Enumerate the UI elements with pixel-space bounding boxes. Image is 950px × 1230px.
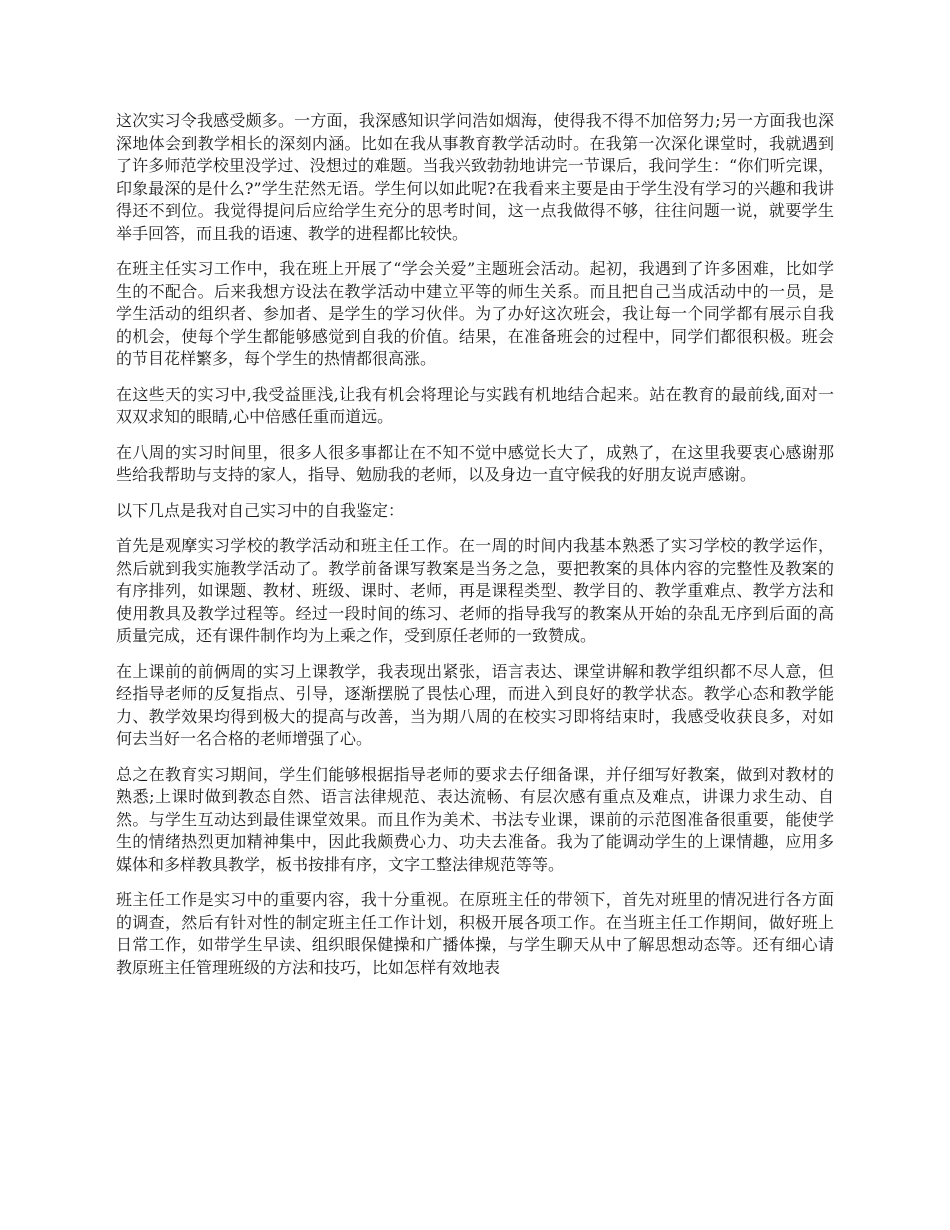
paragraph-3: 在这些天的实习中,我受益匪浅,让我有机会将理论与实践有机地结合起来。站在教育的最前线,面对一双双求知的眼睛,心中倍感任重而道远。	[116, 384, 834, 426]
paragraph-8: 总之在教育实习期间，学生们能够根据指导老师的要求去仔细备课，并仔细写好教案，做到对教材的熟悉;上课时做到教态自然、语言法律规范、表达流畅、有层次感有重点及难点，讲课力求生动、自然。与学生互动达到最佳课堂效果。而且作为美术、书法专业课，课前的示范图准备很重要，能使学生的情绪热烈更加精神集中，因此我颇费心力、功夫去准备。我为了能调动学生的上课情趣，应用多媒体和多样教具教学，板书按排有序，文字工整法律规范等等。	[116, 764, 834, 874]
paragraph-6: 首先是观摩实习学校的教学活动和班主任工作。在一周的时间内我基本熟悉了实习学校的教学运作，然后就到我实施教学活动了。教学前备课写教案是当务之急，要把教案的具体内容的完整性及教案的有序排列，如课题、教材、班级、课时、老师，再是课程类型、教学目的、教学重难点、教学方法和使用教具及教学过程等。经过一段时间的练习、老师的指导我写的教案从开始的杂乱无序到后面的高质量完成，还有课件制作均为上乘之作，受到原任老师的一致赞成。	[116, 536, 834, 645]
paragraph-2: 在班主任实习工作中，我在班上开展了“学会关爱”主题班会活动。起初，我遇到了许多困难，比如学生的不配合。后来我想方设法在教学活动中建立平等的师生关系。而且把自己当成活动中的一员，是学生活动的组织者、参加者、是学生的学习伙伴。为了办好这次班会，我让每一个同学都有展示自我的机会，使每个学生都能够感觉到自我的价值。结果，在准备班会的过程中，同学们都很积极。班会的节目花样繁多，每个学生的热情都很高涨。	[116, 259, 834, 368]
paragraph-7: 在上课前的前俩周的实习上课教学，我表现出紧张，语言表达、课堂讲解和教学组织都不尽人意，但经指导老师的反复指点、引导，逐渐摆脱了畏怯心理，而进入到良好的教学状态。教学心态和教学能力、教学效果均得到极大的提高与改善，当为期八周的在校实习即将结束时，我感受收获良多，对如何去当好一名合格的老师增强了心。	[116, 661, 834, 748]
paragraph-1: 这次实习令我感受颇多。一方面，我深感知识学问浩如烟海，使得我不得不加倍努力;另一方面我也深深地体会到教学相长的深刻内涵。比如在我从事教育教学活动时。在我第一次深化课堂时，我就遇到了许多师范学校里没学过、没想过的难题。当我兴致勃勃地讲完一节课后，我问学生：“你们听完课，印象最深的是什么?”学生茫然无语。学生何以如此呢?在我看来主要是由于学生没有学习的兴趣和我讲得还不到位。我觉得提问后应给学生充分的思考时间，这一点我做得不够，往往问题一说，就要学生举手回答，而且我的语速、教学的进程都比较快。	[116, 111, 834, 243]
paragraph-4: 在八周的实习时间里，很多人很多事都让在不知不觉中感觉长大了，成熟了，在这里我要衷心感谢那些给我帮助与支持的家人，指导、勉励我的老师，以及身边一直守候我的好朋友说声感谢。	[116, 442, 834, 484]
document-page	[116, 110, 834, 992]
paragraph-5: 以下几点是我对自己实习中的自我鉴定：	[116, 500, 405, 520]
paragraph-9: 班主任工作是实习中的重要内容，我十分重视。在原班主任的带领下，首先对班里的情况进行各方面的调查，然后有针对性的制定班主任工作计划，积极开展各项工作。在当班主任工作期间，做好班上日常工作，如带学生早读、组织眼保健操和广播体操，与学生聊天从中了解思想动态等。还有细心请教原班主任管理班级的方法和技巧，比如怎样有效地表	[116, 890, 834, 977]
